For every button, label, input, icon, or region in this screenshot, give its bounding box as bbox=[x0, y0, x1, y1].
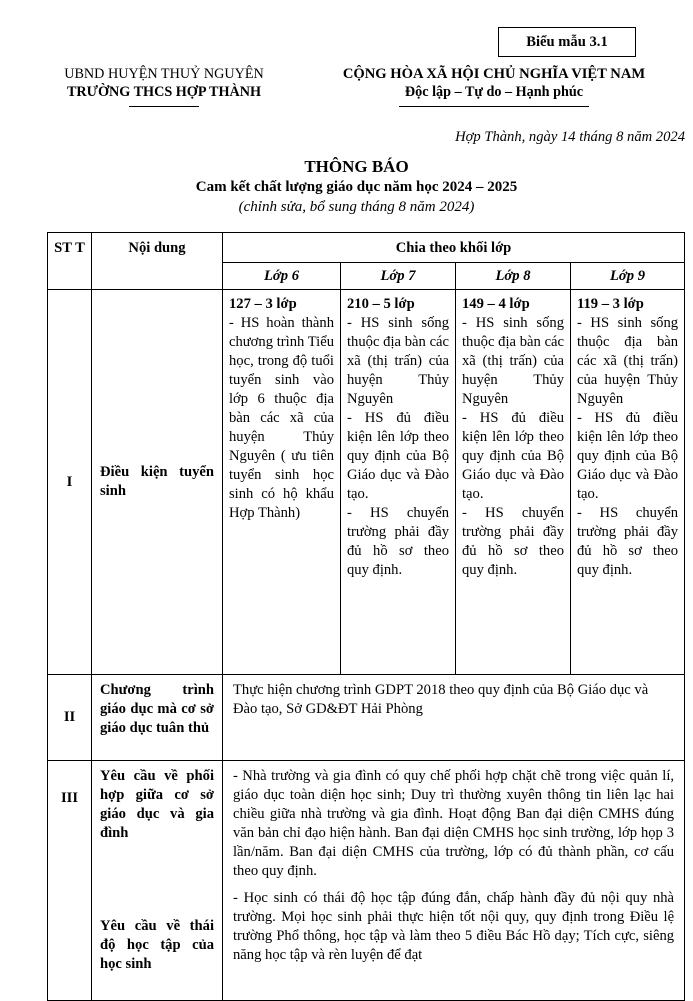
grade-7-condition-2: - HS đủ điều kiện lên lớp theo quy định của Bộ Giáo dục và Đào tạo. bbox=[347, 410, 449, 502]
grade-9-cell bbox=[571, 290, 685, 675]
table-header-row bbox=[48, 233, 685, 263]
grade-8-condition-1: - HS sinh sống thuộc địa bàn các xã (thị trấn) của huyện Thủy Nguyên bbox=[462, 315, 564, 407]
row-number: I bbox=[48, 290, 92, 675]
grade-8-cell bbox=[456, 290, 571, 675]
form-label: Biểu mẫu 3.1 bbox=[526, 34, 608, 50]
curriculum-text: Thực hiện chương trình GDPT 2018 theo quy định của Bộ Giáo dục và Đào tạo, Sở GD&ĐT Hải Phòng bbox=[223, 675, 685, 761]
grade-9-condition-1: - HS sinh sống thuộc địa bàn các xã (thị trấn) của huyện Thủy Nguyên bbox=[577, 315, 679, 407]
agency-name: UBND HUYỆN THUỶ NGUYÊN bbox=[64, 66, 264, 82]
place-date: Hợp Thành, ngày 14 tháng 8 năm 2024 bbox=[455, 129, 685, 145]
grade-8-condition-3: - HS chuyển trường phải đầy đủ hồ sơ theo quy định. bbox=[462, 505, 564, 578]
grade-8-condition-2: - HS đủ điều kiện lên lớp theo quy định của Bộ Giáo dục và Đào tạo. bbox=[462, 410, 564, 502]
title-block bbox=[0, 157, 693, 217]
grade-7-condition-3: - HS chuyển trường phải đầy đủ hồ sơ theo quy định. bbox=[347, 505, 449, 578]
row-label: Điều kiện tuyển sinh bbox=[92, 290, 223, 675]
header-grade-6: Lớp 6 bbox=[223, 263, 341, 290]
table-row-admission bbox=[48, 290, 685, 675]
national-title: CỘNG HÒA XÃ HỘI CHỦ NGHĨA VIỆT NAM bbox=[342, 66, 646, 82]
row-number: III bbox=[48, 761, 92, 1001]
grade-7-cell bbox=[341, 290, 456, 675]
commitment-table bbox=[47, 232, 685, 1001]
table-row-curriculum bbox=[48, 675, 685, 761]
grade-9-condition-2: - HS đủ điều kiện lên lớp theo quy định của Bộ Giáo dục và Đào tạo. bbox=[577, 410, 679, 502]
header-content: Nội dung bbox=[92, 233, 223, 290]
header-grade-8: Lớp 8 bbox=[456, 263, 571, 290]
grade-9-condition-3: - HS chuyển trường phải đầy đủ hồ sơ theo quy định. bbox=[577, 505, 679, 578]
grade-6-cell bbox=[223, 290, 341, 675]
grade-9-count: 119 – 3 lớp bbox=[577, 296, 644, 312]
cooperation-text bbox=[223, 761, 685, 1001]
header-right-divider bbox=[399, 106, 589, 107]
header-grade-7: Lớp 7 bbox=[341, 263, 456, 290]
document-subtitle: Cam kết chất lượng giáo dục năm học 2024 – 2025 bbox=[195, 179, 518, 195]
form-label-box bbox=[498, 27, 636, 57]
grade-6-count: 127 – 3 lớp bbox=[229, 296, 297, 312]
attitude-label: Yêu cầu về thái độ học tập của học sinh bbox=[100, 918, 214, 972]
header-grade-group: Chia theo khối lớp bbox=[223, 233, 685, 263]
row-number: II bbox=[48, 675, 92, 761]
document-title: THÔNG BÁO bbox=[304, 157, 409, 176]
cooperation-label: Yêu cầu về phối hợp giữa cơ sở giáo dục và gia đình bbox=[100, 768, 214, 841]
grade-7-count: 210 – 5 lớp bbox=[347, 296, 415, 312]
cooperation-paragraph: - Nhà trường và gia đình có quy chế phối hợp chặt chẽ trong việc quản lí, giáo dục toàn diện học sinh; Duy trì thường xuyên thông tin liên lạc hai chiều giữa nhà trường và gia đình. Hoạt động Ban đại diện CMHS đúng văn bản chỉ đạo hiện hành. Ban đại diện CMHS học sinh trường, lớp họp 3 lần/năm. Ban đại diện CMHS của trường, lớp có đủ thành phần, cơ cấu theo quy định. bbox=[233, 768, 675, 879]
grade-7-condition-1: - HS sinh sống thuộc địa bàn các xã (thị trấn) của huyện Thủy Nguyên bbox=[347, 315, 449, 407]
school-name: TRƯỜNG THCS HỢP THÀNH bbox=[66, 84, 262, 100]
header-stt: ST T bbox=[48, 233, 92, 290]
attitude-paragraph: - Học sinh có thái độ học tập đúng đắn, chấp hành đầy đủ nội quy nhà trường. Mọi học sinh phải thực hiện tốt nội quy, quy định trong Điều lệ trường Phổ thông, học tập và làm theo 5 điều Bác Hồ dạy; Tích cực, siêng năng học tập và rèn luyện để đạt bbox=[233, 890, 675, 963]
header-left bbox=[40, 65, 288, 107]
table-row-cooperation bbox=[48, 761, 685, 1001]
header-left-divider bbox=[129, 106, 199, 107]
grade-8-count: 149 – 4 lớp bbox=[462, 296, 530, 312]
national-motto: Độc lập – Tự do – Hạnh phúc bbox=[404, 84, 584, 100]
document-subtitle-note: (chỉnh sửa, bổ sung tháng 8 năm 2024) bbox=[238, 199, 475, 215]
row-label: Chương trình giáo dục mà cơ sở giáo dục tuân thủ bbox=[92, 675, 223, 761]
row-label bbox=[92, 761, 223, 1001]
header-grade-9: Lớp 9 bbox=[571, 263, 685, 290]
grade-6-condition: - HS hoàn thành chương trình Tiểu học, trong độ tuổi tuyển sinh vào lớp 6 thuộc địa bàn các xã của huyện Thủy Nguyên ( ưu tiên tuyển sinh học sinh có hộ khẩu Hợp Thành) bbox=[229, 315, 334, 521]
header-right bbox=[318, 65, 670, 107]
